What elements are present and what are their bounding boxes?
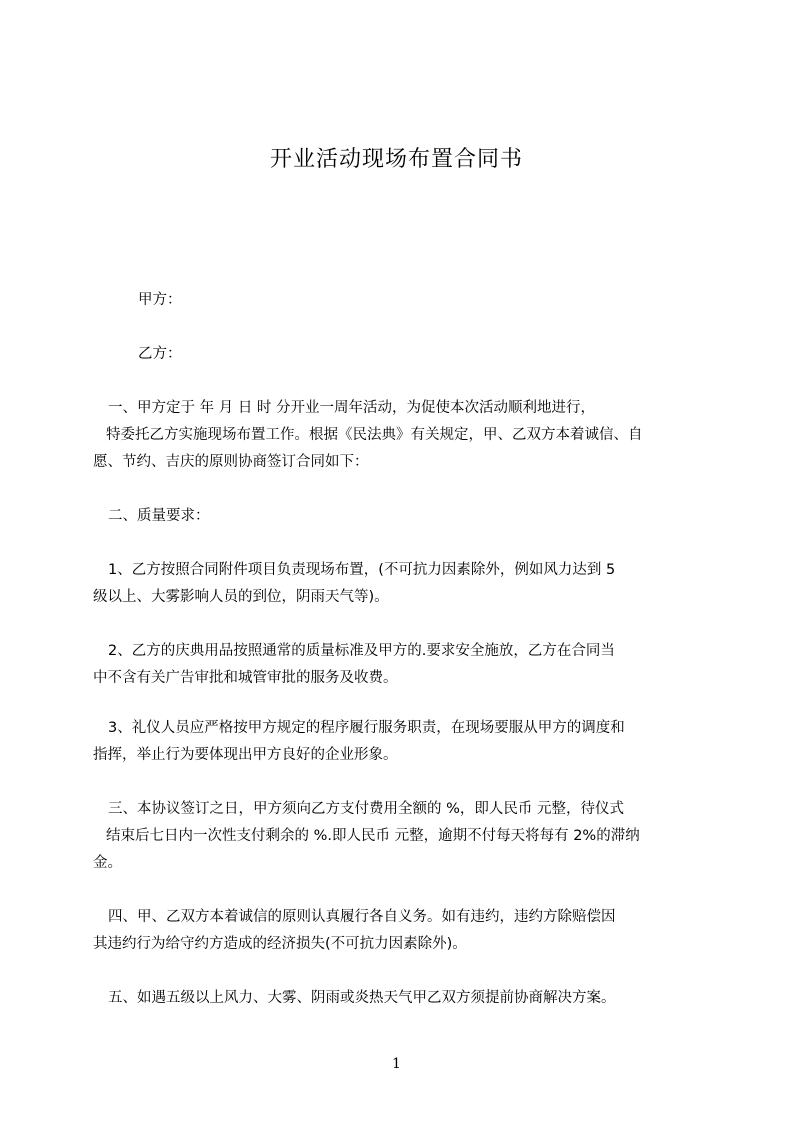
clause-5-line-1: 五、如遇五级以上风力、大雾、阴雨或炎热天气甲乙双方须提前协商解决方案。 <box>108 990 616 1006</box>
clause-1-line-2: 特委托乙方实施现场布置工作。根据《民法典》有关规定，甲、乙双方本着诚信、自 <box>106 427 643 443</box>
clause-1-line-1: 一、甲方定于 年 月 日 时 分开业一周年活动，为促使本次活动顺利地进行， <box>108 400 596 416</box>
item-1-line-1: 1、乙方按照合同附件项目负责现场布置，(不可抗力因素除外，例如风力达到 5 <box>108 562 616 578</box>
clause-3-line-2: 结束后七日内一次性支付剩余的 %.即人民币 元整，逾期不付每天将每有 2%的滞纳 <box>106 828 640 844</box>
clause-4-line-2: 其违约行为给守约方造成的经济损失(不可抗力因素除外)。 <box>93 936 467 952</box>
clause-1-line-3: 愿、节约、吉庆的原则协商签订合同如下： <box>93 454 369 470</box>
party-a-label: 甲方： <box>138 292 182 308</box>
page-number: 1 <box>392 1056 401 1072</box>
clause-2-heading: 二、质量要求： <box>108 508 210 524</box>
item-3-line-2: 指挥，举止行为要体现出甲方良好的企业形象。 <box>93 747 398 763</box>
item-2-line-1: 2、乙方的庆典用品按照通常的质量标准及甲方的.要求安全施放，乙方在合同当 <box>108 643 615 659</box>
party-b-label: 乙方： <box>138 346 182 362</box>
item-2-line-2: 中不含有关广告审批和城管审批的服务及收费。 <box>93 670 398 686</box>
item-3-line-1: 3、礼仪人员应严格按甲方规定的程序履行服务职责，在现场要服从甲方的调度和 <box>108 720 625 736</box>
document-title: 开业活动现场布置合同书 <box>269 147 523 172</box>
clause-3-line-1: 三、本协议签订之日，甲方须向乙方支付费用全额的 %，即人民币 元整，待仪式 <box>108 801 624 817</box>
clause-3-line-3: 金。 <box>93 855 122 871</box>
clause-4-line-1: 四、甲、乙双方本着诚信的原则认真履行各自义务。如有违约，违约方除赔偿因 <box>108 909 616 925</box>
item-1-line-2: 级以上、大雾影响人员的到位，阴雨天气等)。 <box>93 589 389 605</box>
